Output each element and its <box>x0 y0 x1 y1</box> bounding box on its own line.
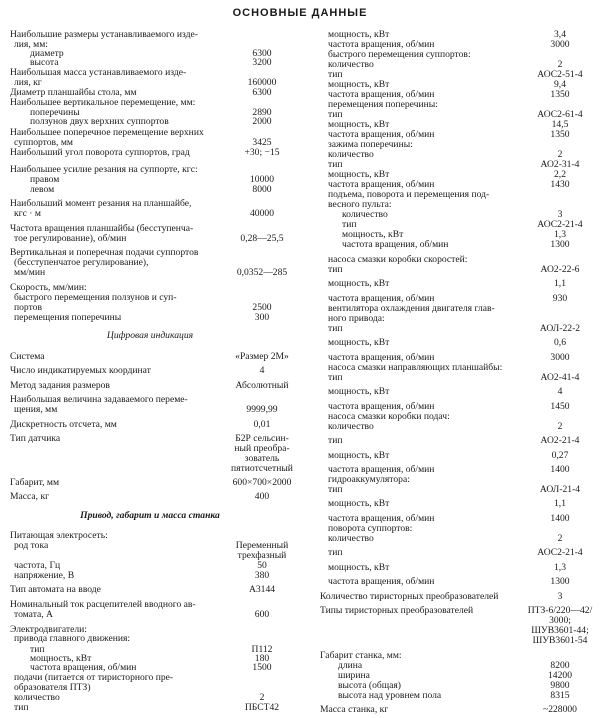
spec-value: 8200 <box>550 660 570 671</box>
spec-label: количество <box>342 209 388 220</box>
spec-value: 9999,99 <box>246 404 278 415</box>
spec-label: Тип автомата на вводе <box>10 584 101 595</box>
spec-label: (бесступенчатое регулирование), <box>14 257 149 268</box>
spec-value: 0,6 <box>554 337 566 348</box>
spec-label: высота над уровнем пола <box>338 690 442 701</box>
spec-label: образователя ПТЗ) <box>14 682 91 693</box>
spec-label: частота, Гц <box>14 560 61 571</box>
spec-label: тип <box>328 323 343 334</box>
spec-label: суппортов, мм <box>14 137 73 148</box>
spec-value: АО2-21-4 <box>540 435 580 446</box>
spec-value: 3 <box>557 591 563 602</box>
spec-value: 600×700×2000 <box>232 477 292 488</box>
spec-value: ПТЗ-6/220—42/ <box>527 605 593 616</box>
spec-value: 3000 <box>550 39 570 50</box>
spec-label: Наибольшее поперечное перемещение верхних <box>10 127 204 138</box>
spec-value: 2 <box>557 59 563 70</box>
spec-label: Частота вращения планшайбы (бесступенча- <box>10 223 194 234</box>
spec-label: частота вращения, об/мин <box>328 89 435 100</box>
spec-label: мощность, кВт <box>328 169 390 180</box>
spec-value: 3425 <box>252 137 272 148</box>
spec-value: 6300 <box>252 87 272 98</box>
spec-label: правом <box>30 174 60 185</box>
spec-label: перемещения поперечины: <box>328 99 438 110</box>
spec-value: 9,4 <box>554 79 566 90</box>
spec-label: напряжение, В <box>14 570 75 581</box>
spec-label: томата, А <box>14 609 53 620</box>
spec-value: зователь <box>244 453 280 464</box>
spec-label: тип <box>328 372 343 383</box>
spec-label: Дискретность отсчета, мм <box>10 419 117 430</box>
spec-value: Б2Р сельсин- <box>235 433 289 444</box>
page-title: ОСНОВНЫЕ ДАННЫЕ <box>232 7 368 19</box>
spec-value: 2000 <box>252 116 272 127</box>
spec-label: тип <box>328 69 343 80</box>
spec-label: гидроаккумулятора: <box>328 474 410 485</box>
spec-value: 400 <box>254 491 270 502</box>
spec-label: мощность, кВт <box>328 498 390 509</box>
spec-label: перемещения поперечины <box>14 312 122 323</box>
spec-label: кгс · м <box>14 208 41 219</box>
spec-label: Наибольшие размеры устанавливаемого изде- <box>10 29 198 40</box>
spec-value: 1400 <box>550 464 570 475</box>
spec-label: Наибольшая масса устанавливаемого изде- <box>10 67 187 78</box>
spec-label: тип <box>328 264 343 275</box>
spec-value: 1300 <box>550 576 570 587</box>
spec-value: 40000 <box>250 208 274 219</box>
spec-label: частота вращения, об/мин <box>30 662 137 673</box>
spec-value: АОЛ-21-4 <box>539 484 581 495</box>
spec-label: частота вращения, об/мин <box>328 513 435 524</box>
spec-value: 930 <box>552 293 568 304</box>
spec-value: 4 <box>557 386 563 397</box>
spec-value: ный преобра- <box>234 443 290 454</box>
spec-label: подъема, поворота и перемещения под- <box>328 189 490 200</box>
spec-label: насоса смазки направляющих планшайбы: <box>328 362 503 373</box>
spec-label: Масса, кг <box>10 491 50 502</box>
spec-label: высота <box>30 57 59 68</box>
spec-label: мощность, кВт <box>30 653 92 664</box>
spec-value: П112 <box>251 644 273 655</box>
spec-label: Наибольшая величина задаваемого переме- <box>10 394 188 405</box>
spec-label: Система <box>10 351 45 362</box>
spec-label: щения, мм <box>14 404 58 415</box>
spec-label: количество <box>328 59 374 70</box>
spec-value: А3144 <box>248 584 276 595</box>
spec-label: быстрого перемещения суппортов: <box>328 49 471 60</box>
spec-value: 3 <box>557 209 563 220</box>
spec-value: трехфазный <box>237 550 287 561</box>
spec-label: род тока <box>14 540 49 551</box>
spec-value: 10000 <box>250 174 274 185</box>
spec-value: 0,0352—285 <box>236 267 288 278</box>
spec-value: +30; −15 <box>244 147 280 158</box>
spec-label: мощность, кВт <box>342 229 404 240</box>
spec-label: быстрого перемещения ползунов и суп- <box>14 292 177 303</box>
spec-value: 6300 <box>252 48 272 59</box>
spec-label: Количество тиристорных преобразователей <box>320 591 499 602</box>
spec-label: поворота суппортов: <box>328 523 413 534</box>
spec-label: мощность, кВт <box>328 29 390 40</box>
spec-value: 0,28—25,5 <box>240 233 284 244</box>
spec-value: 1,3 <box>554 229 566 240</box>
spec-label: привода главного движения: <box>14 633 131 644</box>
spec-value: АО2-22-6 <box>540 264 580 275</box>
spec-value: 1450 <box>550 401 570 412</box>
spec-value: Переменный <box>235 540 289 551</box>
spec-value: 8000 <box>252 184 272 195</box>
spec-value: Абсолютный <box>235 380 289 391</box>
spec-label: портов <box>14 302 42 313</box>
spec-label: левом <box>30 184 55 195</box>
spec-label: лия, кг <box>14 77 42 88</box>
spec-label: мощность, кВт <box>328 562 390 573</box>
spec-label: частота вращения, об/мин <box>328 129 435 140</box>
spec-value: 1400 <box>550 513 570 524</box>
spec-label: насоса смазки коробки подач: <box>328 411 450 422</box>
spec-value: 3200 <box>252 57 272 68</box>
spec-label: Тип датчика <box>10 433 61 444</box>
spec-value: АОС2-51-4 <box>537 69 583 80</box>
spec-label: Габарит станка, мм: <box>320 650 402 661</box>
spec-label: мощность, кВт <box>328 79 390 90</box>
spec-label: частота вращения, об/мин <box>328 39 435 50</box>
spec-label: Наибольшее вертикальное перемещение, мм: <box>10 97 196 108</box>
spec-label: мощность, кВт <box>328 386 390 397</box>
spec-label: высота (общая) <box>338 680 401 691</box>
spec-label: тип <box>328 547 343 558</box>
spec-label: Вертикальная и поперечная подачи суппортов <box>10 247 199 258</box>
spec-value: 14200 <box>548 670 572 681</box>
spec-value: 180 <box>254 653 270 664</box>
spec-label: частота вращения, об/мин <box>328 576 435 587</box>
spec-value: 380 <box>254 570 270 581</box>
spec-label: мощность, кВт <box>328 337 390 348</box>
spec-value: 14,5 <box>551 119 569 130</box>
spec-value: АО2-41-4 <box>540 372 580 383</box>
section-heading: Цифровая индикация <box>106 330 194 341</box>
spec-value: АОС2-21-4 <box>537 219 583 230</box>
spec-value: 1,1 <box>554 278 566 289</box>
spec-label: мощность, кВт <box>328 450 390 461</box>
spec-value: 4 <box>259 365 265 376</box>
spec-value: АО2-31-4 <box>540 159 580 170</box>
spec-label: ползунов двух верхних суппортов <box>30 116 169 127</box>
spec-label: Число индикатируемых координат <box>10 365 151 376</box>
spec-value: 300 <box>254 312 270 323</box>
spec-value: пятиотсчетный <box>231 463 293 474</box>
spec-label: лия, мм: <box>14 39 48 50</box>
spec-label: количество <box>328 149 374 160</box>
spec-value: 1350 <box>550 129 570 140</box>
spec-label: ширина <box>338 670 370 681</box>
spec-value: 1350 <box>550 89 570 100</box>
spec-value: ШУВ3601-54 <box>532 635 588 646</box>
spec-label: тип <box>342 219 357 230</box>
spec-value: 2,2 <box>554 169 566 180</box>
spec-value: АОС2-21-4 <box>537 547 583 558</box>
spec-value: 1,3 <box>554 562 566 573</box>
spec-value: 1,1 <box>554 498 566 509</box>
spec-label: насоса смазки коробки скоростей: <box>328 254 468 265</box>
spec-label: тип <box>328 159 343 170</box>
spec-value: АОС2-61-4 <box>537 109 583 120</box>
spec-value: 0,01 <box>253 419 271 430</box>
spec-label: количество <box>328 421 374 432</box>
spec-label: мощность, кВт <box>328 278 390 289</box>
spec-label: Метод задания размеров <box>10 380 110 391</box>
spec-label: Диаметр планшайбы стола, мм <box>10 87 137 98</box>
spec-label: Масса станка, кг <box>320 704 389 715</box>
spec-value: 2890 <box>252 107 272 118</box>
spec-value: 600 <box>254 609 270 620</box>
spec-value: 2 <box>557 421 563 432</box>
spec-value: АОЛ-22-2 <box>539 323 581 334</box>
spec-label: тип <box>30 644 45 655</box>
spec-label: мощность, кВт <box>328 119 390 130</box>
spec-value: 3000 <box>550 352 570 363</box>
spec-label: Наибольший угол поворота суппортов, град <box>10 147 190 158</box>
spec-label: частота вращения, об/мин <box>328 401 435 412</box>
spec-label: частота вращения, об/мин <box>342 239 449 250</box>
spec-label: тип <box>328 484 343 495</box>
spec-label: Габарит, мм <box>10 477 60 488</box>
spec-label: зажима поперечины: <box>328 139 413 150</box>
spec-value: 9800 <box>550 680 570 691</box>
spec-label: Наибольший момент резания на планшайбе, <box>10 198 192 209</box>
spec-label: длина <box>338 660 363 671</box>
spec-value: 1300 <box>550 239 570 250</box>
spec-label: тип <box>14 702 29 713</box>
spec-value: ПБСТ42 <box>244 702 280 713</box>
spec-label: мм/мин <box>14 267 46 278</box>
spec-label: частота вращения, об/мин <box>328 352 435 363</box>
spec-value: ~228000 <box>543 704 577 715</box>
spec-value: 1430 <box>550 179 570 190</box>
spec-value: ШУВ3601-44; <box>531 625 589 636</box>
spec-label: тое регулирование), об/мин <box>14 233 127 244</box>
spec-label: тип <box>328 435 343 446</box>
spec-label: частота вращения, об/мин <box>328 464 435 475</box>
spec-label: Питающая электросеть: <box>10 530 108 541</box>
spec-value: 2 <box>557 533 563 544</box>
spec-value: 3000; <box>549 615 571 626</box>
spec-value: 160000 <box>247 77 277 88</box>
spec-label: Скорость, мм/мин: <box>10 282 87 293</box>
spec-value: 50 <box>257 560 267 571</box>
spec-label: подачи (питается от тиристорного пре- <box>14 672 174 683</box>
spec-label: диаметр <box>30 48 64 59</box>
spec-label: частота вращения, об/мин <box>328 293 435 304</box>
spec-value: 2 <box>557 149 563 160</box>
spec-label: Номинальный ток расцепителей вводного ав- <box>10 599 196 610</box>
spec-label: Электродвигатели: <box>10 624 87 635</box>
spec-label: количество <box>14 692 60 703</box>
spec-label: Типы тиристорных преобразователей <box>320 605 474 616</box>
spec-label: весного пульта: <box>328 199 392 210</box>
section-heading: Привод, габарит и масса станка <box>80 510 220 521</box>
spec-label: частота вращения, об/мин <box>328 179 435 190</box>
spec-value: 1500 <box>252 662 272 673</box>
spec-label: ного привода: <box>328 313 385 324</box>
spec-value: 0,27 <box>551 450 569 461</box>
spec-label: количество <box>328 533 374 544</box>
spec-value: 8315 <box>550 690 570 701</box>
spec-value: «Размер 2М» <box>235 351 289 362</box>
spec-label: Наибольшее усилие резания на суппорте, кгс: <box>10 164 198 175</box>
spec-value: 2 <box>259 692 265 703</box>
spec-value: 3,4 <box>554 29 566 40</box>
spec-value: 2500 <box>252 302 272 313</box>
spec-label: поперечины <box>30 107 80 118</box>
spec-label: вентилятора охлаждения двигателя глав- <box>328 303 495 314</box>
spec-label: тип <box>328 109 343 120</box>
